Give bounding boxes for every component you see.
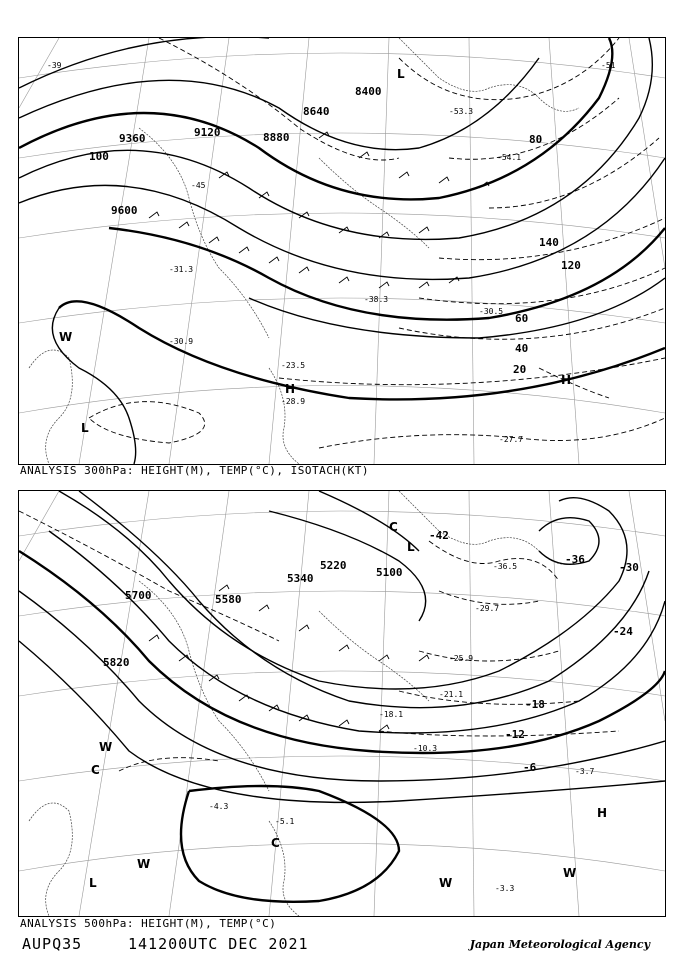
height-labels (103, 559, 403, 669)
temp-label: -38.3 (364, 295, 389, 304)
temperature-contours (19, 511, 619, 771)
high-symbol: H (561, 373, 572, 387)
isotach-label: 120 (561, 259, 581, 272)
low-symbol: L (407, 540, 415, 554)
temp-label: -31.3 (169, 265, 194, 274)
temp-label: -30.9 (169, 337, 194, 346)
height-label: 9360 (119, 132, 146, 145)
height-label: 8880 (263, 131, 290, 144)
cold-symbol: C (389, 520, 398, 534)
station-label: -3.3 (495, 884, 515, 893)
low-symbol: L (81, 421, 89, 435)
height-label: 9120 (194, 126, 221, 139)
isotach-label: 100 (89, 150, 109, 163)
isotach-label: 40 (515, 342, 529, 355)
isotach-label: 60 (515, 312, 529, 325)
isotach-label: 20 (513, 363, 527, 376)
temp-label: -23.5 (281, 361, 306, 370)
height-label: 8400 (355, 85, 382, 98)
high-symbol: H (597, 806, 608, 820)
temp-label: -30.5 (479, 307, 504, 316)
temp-label: -53.3 (449, 107, 474, 116)
station-label: -5.1 (275, 817, 295, 826)
temp-label: -39 (47, 61, 62, 70)
temp-label: -24 (613, 625, 633, 638)
coastlines (29, 491, 579, 916)
agency-name: Japan Meteorological Agency (469, 938, 650, 951)
warm-symbol: W (137, 857, 151, 871)
station-label: -36.5 (493, 562, 518, 571)
low-symbol: L (397, 67, 405, 81)
pressure-symbols (59, 67, 571, 435)
station-label: -29.7 (475, 604, 500, 613)
station-label: -18.1 (379, 710, 404, 719)
caption-500hpa: ANALYSIS 500hPa: HEIGHT(M), TEMP(°C) (20, 917, 277, 930)
temp-label: -42 (429, 529, 449, 542)
height-label: 8640 (303, 105, 330, 118)
warm-symbol: W (59, 330, 73, 344)
caption-300hpa: ANALYSIS 300hPa: HEIGHT(M), TEMP(°C), ISOTACH(KT) (20, 464, 370, 477)
height-labels (111, 85, 382, 217)
isotach-label: 80 (529, 133, 543, 146)
low-symbol: L (89, 876, 97, 890)
temp-label: -12 (505, 728, 525, 741)
cold-symbol: C (271, 836, 280, 850)
height-label: 5100 (376, 566, 403, 579)
warm-symbol: W (99, 740, 113, 754)
high-symbol: H (285, 382, 296, 396)
height-label: 5340 (287, 572, 314, 585)
height-label: 5220 (320, 559, 347, 572)
temp-label: -6 (523, 761, 537, 774)
warm-symbol: W (439, 876, 453, 890)
chart-300hpa-map (19, 38, 665, 464)
chart-500hpa (18, 490, 666, 917)
temp-label: -36 (565, 553, 585, 566)
temp-label: -28.9 (281, 397, 306, 406)
temp-label: -54.1 (497, 153, 522, 162)
temp-label: -51 (601, 61, 616, 70)
height-label: 9600 (111, 204, 138, 217)
temp-label: -30 (619, 561, 639, 574)
height-label: 5580 (215, 593, 242, 606)
valid-time: 141200UTC DEC 2021 (128, 935, 309, 953)
height-label: 5820 (103, 656, 130, 669)
station-label: -3.7 (575, 767, 595, 776)
temp-label: -45 (191, 181, 206, 190)
chart-500hpa-map (19, 491, 665, 916)
temp-label: -18 (525, 698, 545, 711)
station-label: -10.3 (413, 744, 438, 753)
station-label: -25.9 (449, 654, 474, 663)
height-label: 5700 (125, 589, 152, 602)
wind-barbs (149, 132, 489, 288)
station-labels (209, 562, 594, 893)
station-label: -21.1 (439, 690, 464, 699)
temp-label: -27.7 (499, 435, 524, 444)
isotach-label: 140 (539, 236, 559, 249)
station-label: -4.3 (209, 802, 229, 811)
warm-symbol: W (563, 866, 577, 880)
chart-300hpa (18, 37, 666, 465)
cold-symbol: C (91, 763, 100, 777)
bulletin-code: AUPQ35 (22, 935, 83, 953)
